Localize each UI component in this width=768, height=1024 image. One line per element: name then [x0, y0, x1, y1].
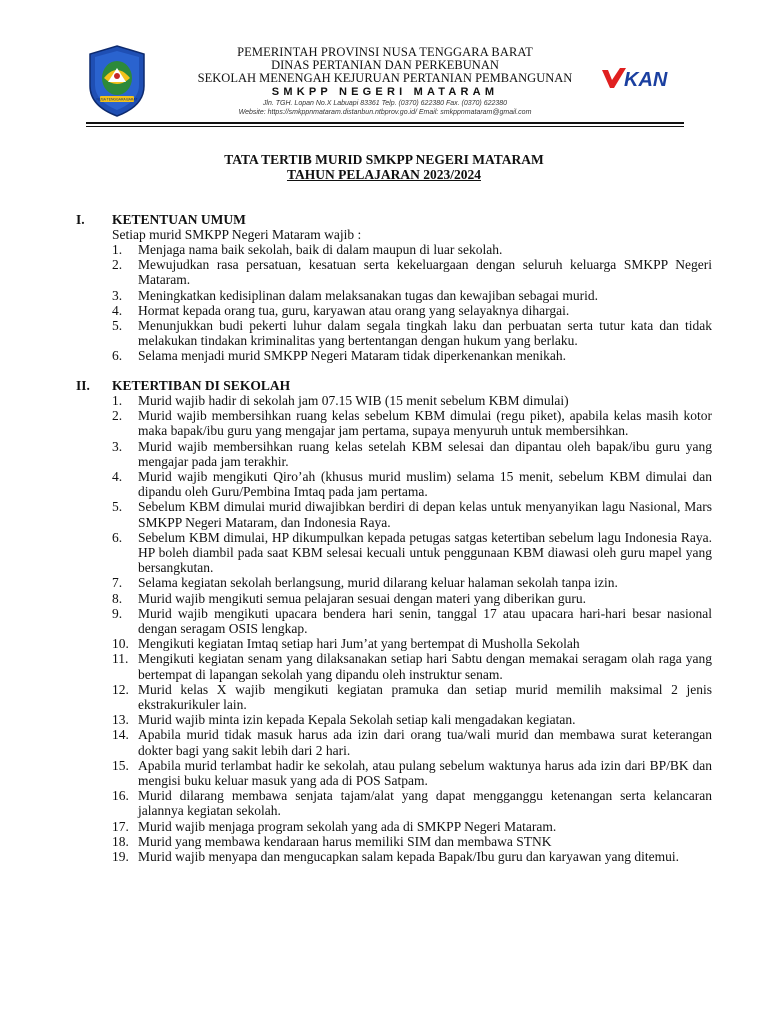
list-item-text: Hormat kepada orang tua, guru, karyawan atau orang yang selayaknya dihargai. [138, 302, 570, 318]
list-item-number: 2. [112, 257, 123, 273]
list-item-number: 6. [112, 348, 123, 364]
list-item-text: Murid wajib mengikuti Qiro’ah (khusus murid muslim) selama 15 menit, sebelum KBM dimulai dan dipandu oleh Guru/Pembina Imtaq pada jam pertama. [138, 469, 712, 500]
list-item [112, 575, 712, 590]
list-item-number: 17. [112, 818, 129, 834]
letterhead [170, 46, 600, 117]
letterhead-line-2: DINAS PERTANIAN DAN PERKEBUNAN [271, 58, 499, 72]
list-item [112, 727, 712, 757]
list-item-number: 16. [112, 788, 129, 804]
list-item-number: 8. [112, 590, 123, 606]
list-item-text: Apabila murid tidak masuk harus ada izin dari orang tua/wali murid dan membawa surat keterangan dokter bagi yang sakit lebih dari 2 hari. [138, 727, 712, 758]
list-item [112, 682, 712, 712]
crest-caption: NUSA TENGGARA BARAT [96, 97, 138, 102]
list-item-text: Menjaga nama baik sekolah, baik di dalam maupun di luar sekolah. [138, 242, 503, 257]
list-item [112, 499, 712, 529]
letterhead-address: Jln. TGH. Lopan No.X Labuapi 83361 Telp. (0370) 622380 Fax. (0370) 622380 [262, 100, 508, 107]
section-1-list [112, 242, 712, 364]
list-item-text: Murid wajib hadir di sekolah jam 07.15 WIB (15 menit sebelum KBM dimulai) [138, 393, 569, 408]
section-1-number: I. [76, 212, 85, 227]
list-item [112, 393, 712, 408]
list-item-text: Selama menjadi murid SMKPP Negeri Mataram tidak diperkenankan menikah. [138, 348, 567, 364]
list-item [112, 834, 712, 849]
list-item-number: 15. [112, 757, 129, 773]
kan-logo-text: KAN [624, 69, 668, 91]
list-item-number: 1. [112, 393, 123, 408]
list-item-number: 12. [112, 681, 129, 697]
section-2-list [112, 393, 712, 864]
ntb-crest-logo-icon [86, 44, 148, 118]
list-item-number: 13. [112, 712, 129, 728]
list-item-text: Mengikuti kegiatan Imtaq setiap hari Jum’at yang bertempat di Musholla Sekolah [138, 636, 580, 652]
list-item-text: Apabila murid terlambat hadir ke sekolah, atau pulang sebelum waktunya harus ada izin dari BP/BK dan mengisi buku keluar masuk yang ada di POS Satpam. [138, 757, 712, 789]
list-item-text: Mengikuti kegiatan senam yang dilaksanakan setiap hari Sabtu dengan memakai seragam olah raga yang bertempat di lapangan sekolah yang dipandu oleh instruktur senam. [138, 651, 712, 682]
list-item [112, 257, 712, 287]
list-item-text: Murid kelas X wajib mengikuti kegiatan pramuka dan setiap murid memilih maksimal 2 jenis ekstrakurikuler lain. [138, 681, 712, 713]
list-item-text: Murid wajib menyapa dan mengucapkan salam kepada Bapak/Ibu guru dan karyawan yang ditemui. [138, 849, 679, 865]
list-item-text: Murid wajib membersihkan ruang kelas setelah KBM selesai dan dipantau oleh bapak/ibu guru yang mengajar pada jam terakhir. [138, 438, 712, 469]
list-item-number: 4. [112, 302, 123, 318]
list-item [112, 439, 712, 469]
document-subtitle: TAHUN PELAJARAN 2023/2024 [286, 167, 481, 182]
document-title: TATA TERTIB MURID SMKPP NEGERI MATARAM [224, 152, 544, 167]
section-1-intro: Setiap murid SMKPP Negeri Mataram wajib : [112, 227, 362, 242]
list-item [112, 303, 712, 318]
list-item-text: Murid dilarang membawa senjata tajam/alat yang dapat mengganggu ketenangan serta kelancaran jalannya kegiatan sekolah. [138, 788, 712, 819]
list-item [112, 591, 712, 606]
list-item-text: Selama kegiatan sekolah berlangsung, murid dilarang keluar halaman sekolah tanpa izin. [138, 575, 618, 591]
list-item [112, 408, 712, 438]
list-item-number: 14. [112, 727, 129, 743]
list-item [112, 651, 712, 681]
list-item [112, 530, 712, 576]
list-item [112, 819, 712, 834]
list-item-number: 10. [112, 636, 129, 652]
list-item [112, 288, 712, 303]
list-item-number: 9. [112, 605, 123, 621]
list-item-text: Murid wajib minta izin kepada Kepala Sekolah setiap kali mengadakan kegiatan. [138, 712, 576, 728]
letterhead-rule-thick [86, 122, 684, 124]
list-item-text: Meningkatkan kedisiplinan dalam melaksanakan tugas dan kewajiban sebagai murid. [138, 287, 598, 303]
list-item-number: 2. [112, 408, 123, 424]
section-2-title: KETERTIBAN DI SEKOLAH [112, 378, 291, 393]
list-item-text: Murid wajib mengikuti semua pelajaran sesuai dengan materi yang diberikan guru. [138, 590, 586, 606]
letterhead-line-3: SEKOLAH MENENGAH KEJURUAN PERTANIAN PEMBANGUNAN [197, 71, 573, 85]
list-item-number: 6. [112, 529, 123, 545]
list-item [112, 242, 712, 257]
list-item-number: 1. [112, 242, 123, 257]
list-item [112, 849, 712, 864]
list-item-text: Sebelum KBM dimulai, HP dikumpulkan kepada petugas satgas ketertiban sebelum lagu Indonesia Raya. HP boleh diambil pada saat KBM selesai kecuali untuk penggunaan KBM diawasi oleh guru mapel yang bersangkutan. [138, 529, 712, 576]
list-item-number: 18. [112, 833, 129, 849]
list-item-number: 5. [112, 318, 123, 334]
list-item-text: Murid wajib mengikuti upacara bendera hari senin, tanggal 17 atau upacara hari-hari besar nasional dengan seragam OSIS lengkap. [138, 605, 712, 637]
list-item-text: Murid yang membawa kendaraan harus memiliki SIM dan membawa STNK [138, 833, 552, 849]
letterhead-school-name: SMKPP NEGERI MATARAM [271, 86, 499, 98]
list-item [112, 712, 712, 727]
list-item-number: 4. [112, 469, 123, 485]
list-item-text: Sebelum KBM dimulai murid diwajibkan berdiri di depan kelas untuk menyanyikan lagu Nasional, Mars SMKPP Negeri Mataram, dan Indonesia Raya. [138, 499, 712, 530]
letterhead-rule-thin [86, 126, 684, 127]
list-item [112, 318, 712, 348]
list-item-text: Mewujudkan rasa persatuan, kesatuan serta kekeluargaan dengan seluruh keluarga SMKPP Negeri Mataram. [138, 257, 712, 288]
list-item-number: 5. [112, 499, 123, 515]
list-item [112, 469, 712, 499]
list-item-number: 11. [112, 651, 129, 667]
list-item [112, 758, 712, 788]
list-item [112, 606, 712, 636]
list-item-text: Murid wajib membersihkan ruang kelas sebelum KBM dimulai (regu piket), apabila kelas masih kotor maka bapak/ibu guru yang mengajar jam pertama, supaya menyuruh untuk membersihkan. [138, 408, 712, 439]
list-item [112, 788, 712, 818]
list-item-number: 7. [112, 575, 123, 591]
list-item [112, 348, 712, 363]
list-item [112, 636, 712, 651]
list-item-number: 3. [112, 438, 123, 454]
letterhead-line-1: PEMERINTAH PROVINSI NUSA TENGGARA BARAT [237, 45, 533, 59]
letterhead-website: Website: https://smkppnmataram.distanbun.ntbprov.go.id/ Email: smkppnmataram@gmail.com [238, 109, 532, 116]
list-item-number: 3. [112, 287, 123, 303]
section-1-title: KETENTUAN UMUM [112, 212, 246, 227]
list-item-text: Murid wajib menjaga program sekolah yang ada di SMKPP Negeri Mataram. [138, 818, 557, 834]
kan-logo-icon [600, 64, 680, 92]
list-item-text: Menunjukkan budi pekerti luhur dalam segala tingkah laku dan perbuatan serta tutur kata dan tidak melakukan tindakan kriminalitas yang bertentangan dengan hukum yang berlaku. [138, 318, 712, 349]
section-2-number: II. [76, 378, 90, 393]
list-item-number: 19. [112, 849, 129, 865]
